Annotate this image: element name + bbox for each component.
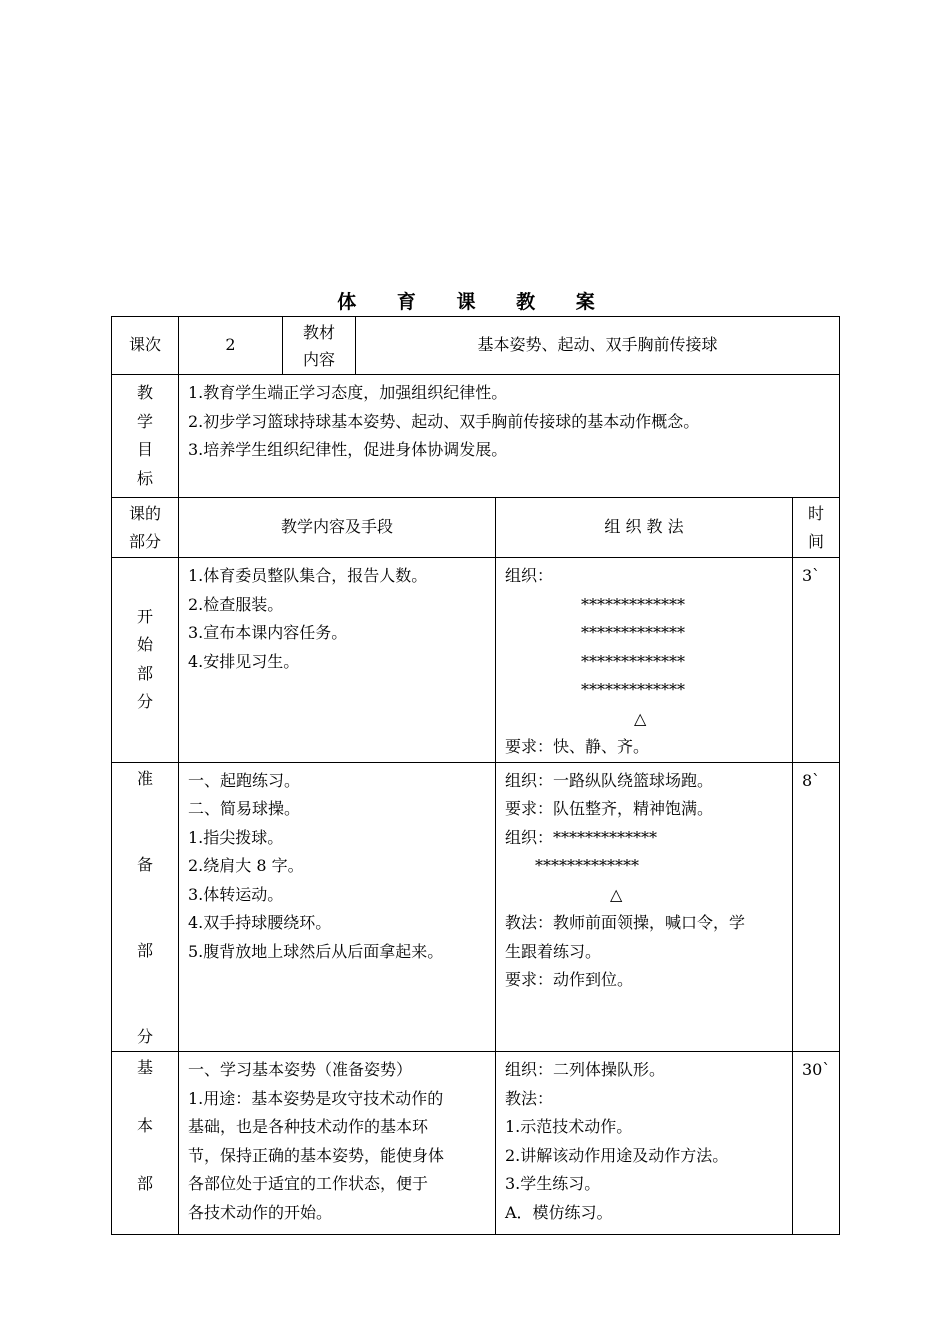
col-time: [793, 498, 840, 558]
formation-row: *************: [581, 623, 685, 642]
col-part: [112, 498, 179, 558]
goals-label-char: 目: [136, 440, 153, 459]
material-value: 基本姿势、起动、双手胸前传接球: [356, 317, 840, 375]
material-label-line-2: 内容: [302, 349, 335, 369]
goal-item: 3.培养学生组织纪律性，促进身体协调发展。: [188, 440, 508, 459]
method-line: 1.示范技术动作。: [505, 1117, 633, 1136]
warmup-label: [112, 762, 179, 1052]
content-line: 节，保持正确的基本姿势，能使身体: [188, 1145, 445, 1165]
formation-row: *************: [581, 594, 685, 614]
main-method: [496, 1052, 793, 1235]
col-time-line-2: 间: [808, 531, 825, 551]
warmup-method: [496, 762, 793, 1052]
requirement: 要求：快、静、齐。: [505, 737, 650, 756]
goal-item: 1.教育学生端正学习态度，加强组织纪律性。: [188, 383, 508, 402]
main-label-char: 部: [136, 1174, 153, 1193]
goals-label: [112, 375, 179, 498]
col-time-line-1: 时: [808, 503, 825, 523]
main-section-row: [112, 1052, 840, 1235]
content-line: 一、学习基本姿势（准备姿势）: [188, 1060, 413, 1079]
formation-row: *************: [535, 856, 639, 875]
content-line: 基础，也是各种技术动作的基本环: [188, 1117, 429, 1136]
goal-item: 2.初步学习篮球持球基本姿势、起动、双手胸前传接球的基本动作概念。: [188, 411, 700, 431]
warmup-label-char: 准: [136, 768, 153, 788]
method-line: 组织：二列体操队形。: [505, 1060, 666, 1079]
session-value: 2: [179, 317, 283, 375]
method-line: 要求：动作到位。: [505, 970, 634, 989]
content-line: 3.体转运动。: [188, 884, 284, 904]
col-content: 教学内容及手段: [179, 498, 496, 558]
main-label-char: 基: [136, 1058, 153, 1077]
goals-label-char: 教: [136, 383, 153, 402]
column-header-row: [112, 498, 840, 558]
opening-time: 3`: [793, 558, 840, 763]
col-part-line-2: 部分: [128, 531, 161, 551]
page-title: 体 育 课 教 案: [337, 291, 612, 313]
opening-section-row: [112, 558, 840, 763]
content-line: 4.安排见习生。: [188, 651, 300, 671]
teacher-position-icon: △: [610, 884, 623, 904]
content-line: 各技术动作的开始。: [188, 1202, 333, 1222]
content-line: 一、起跑练习。: [188, 770, 301, 790]
method-line: 生跟着练习。: [505, 941, 602, 961]
org-label: 组织：: [505, 566, 554, 585]
session-label: 课次: [112, 317, 179, 375]
content-line: 1.体育委员整队集合，报告人数。: [188, 566, 428, 585]
method-line: 3.学生练习。: [505, 1174, 601, 1193]
warmup-label-char: 备: [136, 854, 153, 874]
goals-row: [112, 375, 840, 498]
main-content: [179, 1052, 496, 1235]
main-label: [112, 1052, 179, 1235]
content-line: 4.双手持球腰绕环。: [188, 913, 332, 932]
opening-label-char: 部: [136, 663, 153, 683]
main-label-char: 本: [136, 1116, 153, 1135]
main-time: 30`: [793, 1052, 840, 1235]
method-line: 要求：队伍整齐，精神饱满。: [505, 799, 714, 818]
formation-row: *************: [581, 680, 685, 699]
col-method: 组 织 教 法: [496, 498, 793, 558]
content-line: 2.检查服装。: [188, 594, 284, 614]
formation-row: *************: [581, 651, 685, 671]
content-line: 各部位处于适宜的工作状态，便于: [188, 1174, 429, 1193]
method-line: 组织：*************: [505, 827, 658, 847]
warmup-section-row: [112, 762, 840, 1052]
opening-label-char: 始: [136, 635, 153, 655]
opening-content: [179, 558, 496, 763]
content-line: 2.绕肩大 8 字。: [188, 856, 304, 875]
goals-content: [179, 375, 840, 498]
teacher-position-icon: △: [634, 708, 647, 728]
method-line: 组织：一路纵队绕篮球场跑。: [505, 770, 714, 790]
material-label: [283, 317, 356, 375]
content-line: 3.宣布本课内容任务。: [188, 623, 348, 642]
lesson-plan-table: [111, 316, 840, 1235]
goals-label-char: 学: [136, 411, 153, 431]
header-row: [112, 317, 840, 375]
goals-label-char: 标: [136, 468, 153, 488]
material-label-line-1: 教材: [302, 322, 335, 342]
content-line: 1.指尖拨球。: [188, 827, 284, 847]
opening-label: [112, 558, 179, 763]
content-line: 5.腹背放地上球然后从后面拿起来。: [188, 941, 444, 961]
method-line: 教法：教师前面领操，喊口令，学: [505, 913, 746, 932]
col-part-line-1: 课的: [128, 503, 161, 523]
opening-label-char: 开: [136, 606, 153, 626]
opening-label-char: 分: [136, 692, 153, 712]
opening-method: [496, 558, 793, 763]
method-line: 2.讲解该动作用途及动作方法。: [505, 1145, 729, 1165]
warmup-label-char: 部: [136, 940, 153, 960]
method-line: 教法：: [505, 1088, 554, 1108]
warmup-time: 8`: [793, 762, 840, 1052]
warmup-label-char: 分: [136, 1026, 153, 1046]
method-line: A．模仿练习。: [505, 1202, 613, 1222]
warmup-content: [179, 762, 496, 1052]
content-line: 1.用途：基本姿势是攻守技术动作的: [188, 1088, 444, 1108]
content-line: 二、简易球操。: [188, 799, 301, 818]
